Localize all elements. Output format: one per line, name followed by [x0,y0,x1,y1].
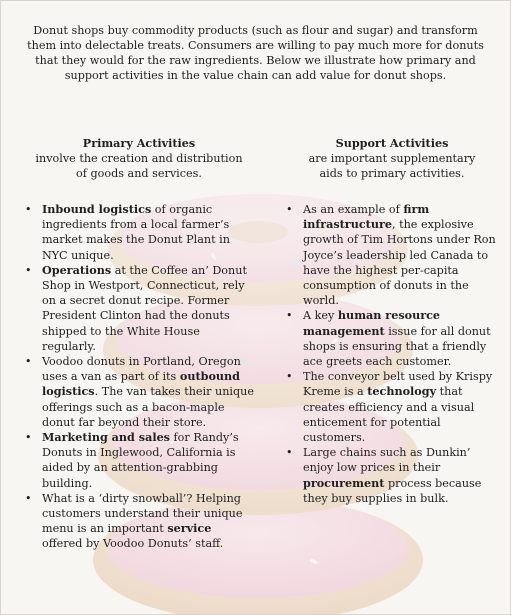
support-activities-subtitle-line1: are important supplementary [308,152,476,165]
bullet-icon: • [25,263,32,277]
list-item: • What is a ‘dirty snowball’? Helping customers understand their unique menu is an important service offered by Voodoo Donuts’ staff. [25,491,243,551]
support-activities-column [285,136,499,506]
bullet-icon: • [286,446,293,460]
support-activities-title: Support Activities [335,136,449,150]
bullet-icon: • [25,491,32,505]
list-item: • The conveyor belt used by Krispy Kreme is a technology that creates efficiency and a visual enticement for potential customers. [286,370,493,445]
primary-activities-heading [24,136,254,181]
bullet-icon: • [25,203,32,216]
intro-paragraph: Donut shops buy commodity products (such as flour and sugar) and transform them into delectable treats. Consumers are willing to pay much more for donuts that they would for the raw ingredients. Below we illustrate how primary and support activities in the value chain can add value for donut shops. [27,24,484,83]
primary-activities-subtitle-line2: of goods and services. [76,167,202,180]
list-item: • Large chains such as Dunkin’ enjoy low prices in their procurement process because they buy supplies in bulk. [286,446,482,505]
primary-activities-subtitle-line1: involve the creation and distribution [35,152,243,165]
list-item: • Marketing and sales for Randy’s Donuts in Inglewood, California is aided by an attention-grabbing building. [25,430,239,490]
list-item: • Inbound logistics of organic ingredients from a local farmer’s market makes the Donut Plant in NYC unique. [25,202,230,262]
primary-activities-title: Primary Activities [82,136,196,150]
bullet-icon: • [286,370,293,384]
bullet-icon: • [286,309,293,323]
list-item: • As an example of firm infrastructure, the explosive growth of Tim Hortons under Ron Joyce’s leadership led Canada to have the highest per-capita consumption of donuts in the world. [286,202,496,308]
bullet-icon: • [25,355,32,369]
list-item: • Operations at the Coffee an’ Donut Shop in Westport, Connecticut, rely on a secret donut recipe. Former President Clinton had the donuts shipped to the White House regularly. [25,262,247,353]
support-activities-list [285,202,499,506]
support-activities-subtitle-line2: aids to primary activities. [319,167,465,180]
bullet-icon: • [286,203,293,216]
primary-activities-list [24,202,254,552]
list-item: • A key human resource management issue for all donut shops is ensuring that a friendly ace greets each customer. [286,308,491,369]
primary-activities-column [24,136,254,552]
list-item: • Voodoo donuts in Portland, Oregon uses a van as part of its outbound logistics. The van takes their unique offerings such as a bacon-maple donut far beyond their store. [25,355,254,429]
support-activities-heading [285,136,499,181]
bullet-icon: • [25,431,32,445]
